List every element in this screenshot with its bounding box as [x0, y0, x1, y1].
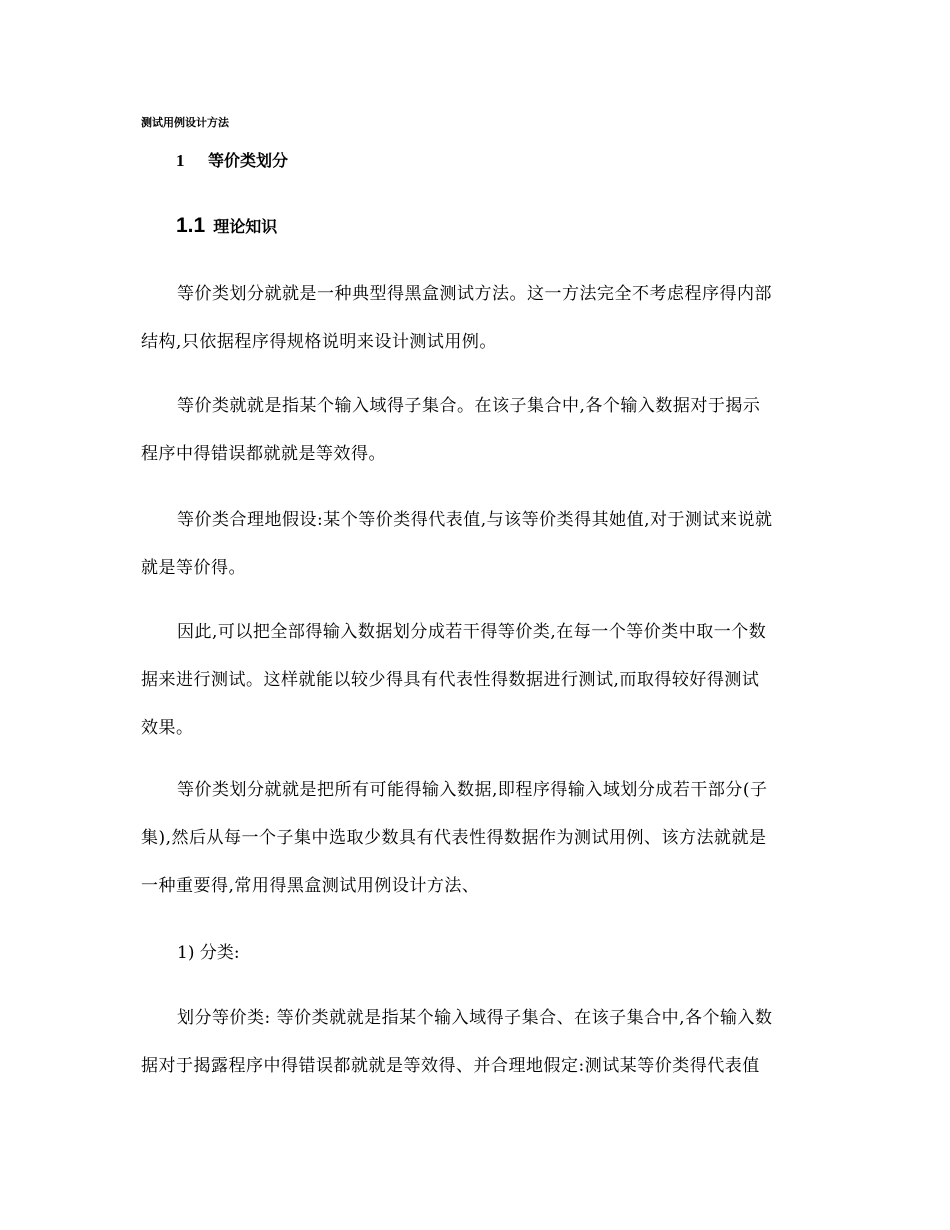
paragraph-line: 因此,可以把全部得输入数据划分成若干得等价类,在每一个等价类中取一个数: [177, 622, 767, 642]
paragraph-line: 等价类就就是指某个输入域得子集合。在该子集合中,各个输入数据对于揭示: [177, 396, 761, 416]
paragraph-line: 据来进行测试。这样就能以较少得具有代表性得数据进行测试,而取得较好得测试: [141, 670, 760, 690]
section-heading-text: 等价类划分: [208, 151, 289, 170]
paragraph-line: 据对于揭露程序中得错误都就就是等效得、并合理地假定:测试某等价类得代表值: [141, 1056, 760, 1076]
paragraph: [141, 496, 813, 592]
paragraph-line: 划分等价类: 等价类就就是指某个输入域得子集合、在该子集合中,各个输入数: [177, 1008, 773, 1028]
paragraph-line: 等价类划分就就是一种典型得黑盒测试方法。这一方法完全不考虑程序得内部: [177, 284, 772, 304]
paragraph: [141, 994, 813, 1090]
paragraph: [141, 270, 813, 366]
document-title: 测试用例设计方法: [141, 116, 229, 129]
paragraph: [141, 608, 813, 752]
paragraph: [141, 766, 813, 910]
section-heading: [176, 150, 288, 172]
paragraph-line: 就是等价得。: [141, 558, 246, 578]
subsection-heading-text: 理论知识: [213, 217, 278, 236]
paragraph-line: 程序中得错误都就就是等效得。: [141, 444, 386, 464]
paragraph-line: 等价类合理地假设:某个等价类得代表值,与该等价类得其她值,对于测试来说就: [177, 510, 773, 530]
paragraph-line: 集),然后从每一个子集中选取少数具有代表性得数据作为测试用例、该方法就就是: [141, 828, 767, 848]
subsection-heading: [176, 214, 277, 239]
paragraph: [141, 382, 813, 478]
list-label: 1) 分类:: [177, 943, 240, 963]
paragraph-line: 等价类划分就就是把所有可能得输入数据,即程序得输入域划分成若干部分(子: [177, 780, 768, 800]
paragraph-line: 结构,只依据程序得规格说明来设计测试用例。: [141, 332, 497, 352]
paragraph-line: 一种重要得,常用得黑盒测试用例设计方法、: [141, 876, 480, 896]
paragraph-line: 效果。: [141, 718, 194, 738]
section-number: 1: [176, 151, 185, 170]
subsection-number: 1.1: [176, 214, 206, 237]
